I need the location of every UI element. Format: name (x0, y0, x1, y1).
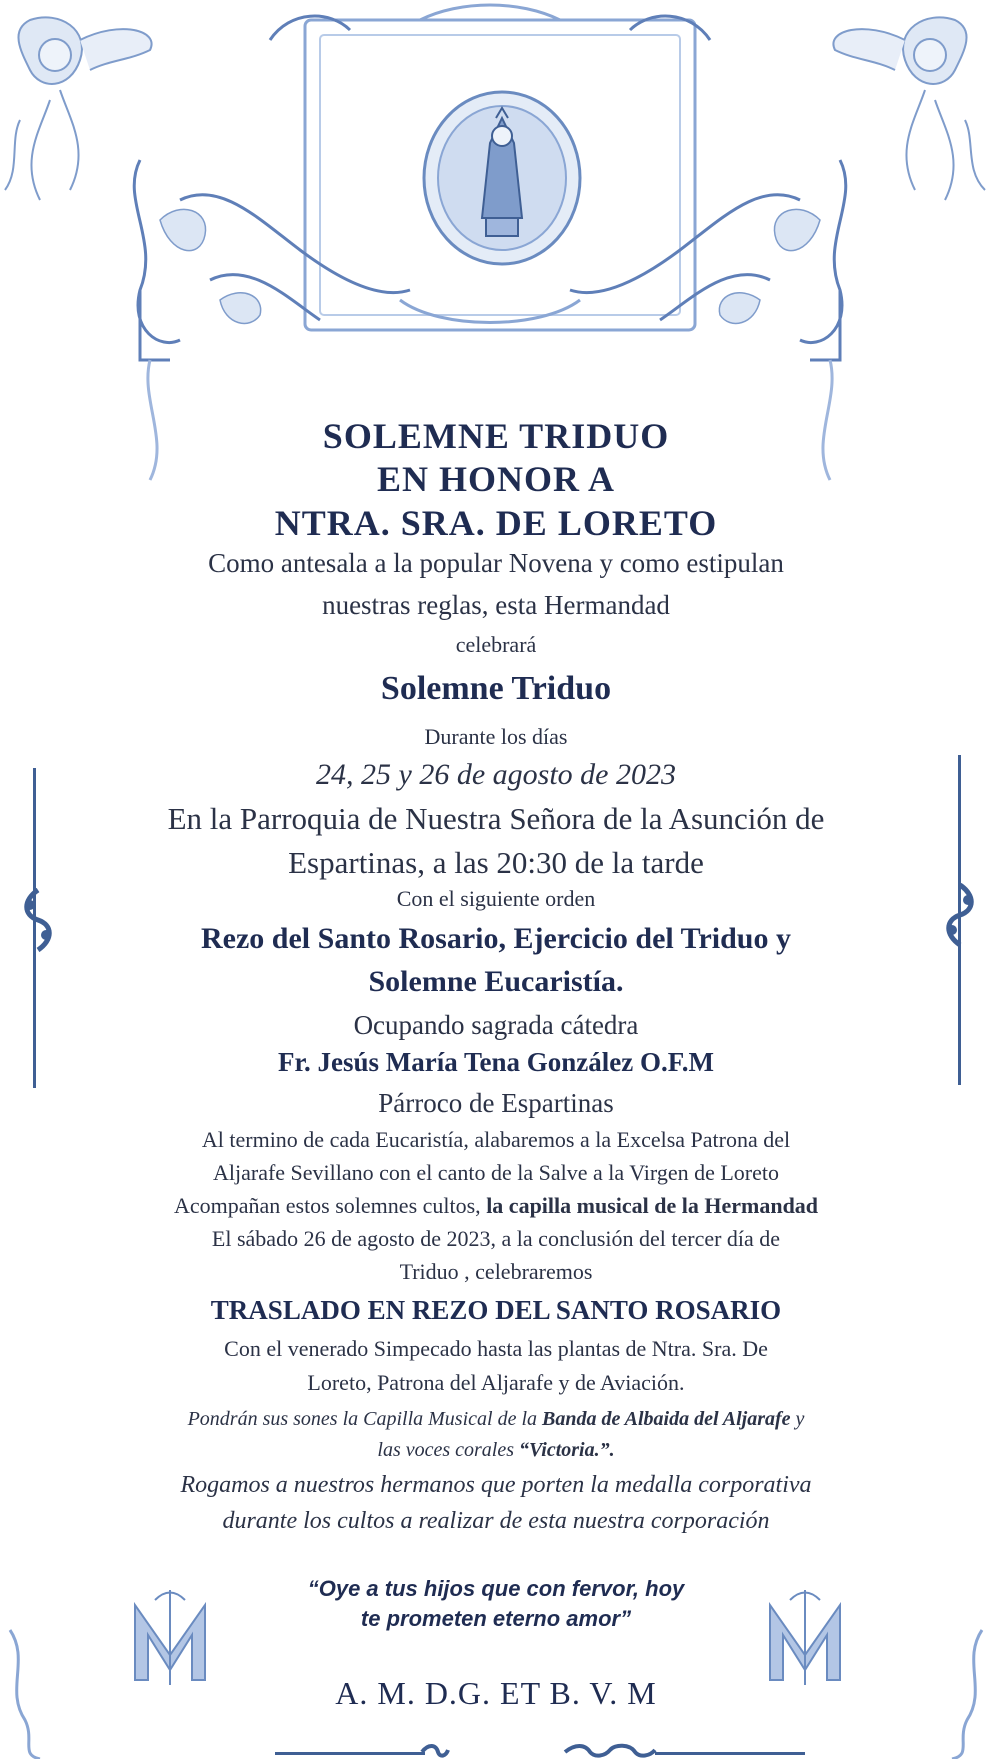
band-line-1 (60, 1408, 932, 1431)
band-line2-prefix: las voces corales (377, 1439, 520, 1461)
heading-line-2: EN HONOR A (376, 459, 616, 499)
traslado-title: TRASLADO EN REZO DEL SANTO ROSARIO (210, 1295, 782, 1325)
preacher-label: Ocupando sagrada cátedra (353, 1010, 639, 1040)
medal-line-2: durante los cultos a realizar de esta nuestra corporación (222, 1508, 770, 1534)
corner-flourish-icon (0, 1620, 50, 1759)
corner-flourish-icon (942, 1620, 992, 1759)
band-line2-bold: “Victoria.”. (519, 1439, 615, 1461)
preacher-role: Párroco de Espartinas (378, 1088, 614, 1118)
medal-line-1: Rogamos a nuestros hermanos que porten la medalla corporativa (180, 1472, 812, 1498)
scroll-flourish-icon (560, 1742, 660, 1759)
motto: A. M. D.G. ET B. V. M (335, 1675, 657, 1711)
heading-line-1: SOLEMNE TRIDUO (322, 416, 670, 456)
band-line-2 (60, 1439, 932, 1462)
scroll-flourish-icon (18, 885, 58, 955)
band-suffix: y (790, 1408, 805, 1430)
bottom-rule (655, 1752, 805, 1755)
heading-line-3: NTRA. SRA. DE LORETO (274, 503, 718, 543)
intro-line-2: nuestras reglas, esta Hermandad (322, 590, 670, 620)
intro-line-1: Como antesala a la popular Novena y como estipulan (208, 548, 784, 578)
order-label: Con el siguiente orden (396, 886, 596, 911)
preacher-name: Fr. Jesús María Tena González O.F.M (278, 1047, 714, 1077)
scroll-flourish-icon (420, 1742, 450, 1759)
music-line (60, 1193, 932, 1219)
traslado-line-1: Con el venerado Simpecado hasta las plantas de Ntra. Sra. De (224, 1336, 768, 1361)
music-bold: la capilla musical de la Hermandad (486, 1193, 819, 1218)
scroll-flourish-icon (940, 880, 980, 950)
band-bold: Banda de Albaida del Aljarafe (542, 1408, 791, 1430)
music-prefix: Acompañan estos solemnes cultos, (173, 1193, 487, 1218)
salve-line-1: Al termino de cada Eucaristía, alabaremos a la Excelsa Patrona del (201, 1127, 791, 1152)
intro-line-3: celebrará (455, 632, 537, 657)
place-line-1: En la Parroquia de Nuestra Señora de la Asunción de (167, 801, 825, 836)
saturday-line-1: El sábado 26 de agosto de 2023, a la conclusión del tercer día de (211, 1226, 781, 1251)
bottom-rule (275, 1752, 425, 1755)
place-line-2: Espartinas, a las 20:30 de la tarde (288, 845, 704, 880)
during-label: Durante los días (424, 724, 568, 749)
traslado-line-2: Loreto, Patrona del Aljarafe y de Aviación. (307, 1370, 685, 1395)
band-prefix: Pondrán sus sones la Capilla Musical de la (187, 1408, 543, 1430)
quote-line-1: “Oye a tus hijos que con fervor, hoy (307, 1576, 685, 1601)
order-line-2: Solemne Eucaristía. (368, 965, 624, 998)
order-line-1: Rezo del Santo Rosario, Ejercicio del Triduo y (201, 922, 791, 955)
salve-line-2: Aljarafe Sevillano con el canto de la Salve a la Virgen de Loreto (213, 1160, 779, 1185)
saturday-line-2: Triduo , celebraremos (399, 1259, 593, 1284)
event-title: Solemne Triduo (380, 670, 612, 707)
virgin-medallion-icon (420, 88, 585, 268)
quote-line-2: te prometen eterno amor” (360, 1606, 632, 1631)
event-dates: 24, 25 y 26 de agosto de 2023 (316, 758, 676, 791)
